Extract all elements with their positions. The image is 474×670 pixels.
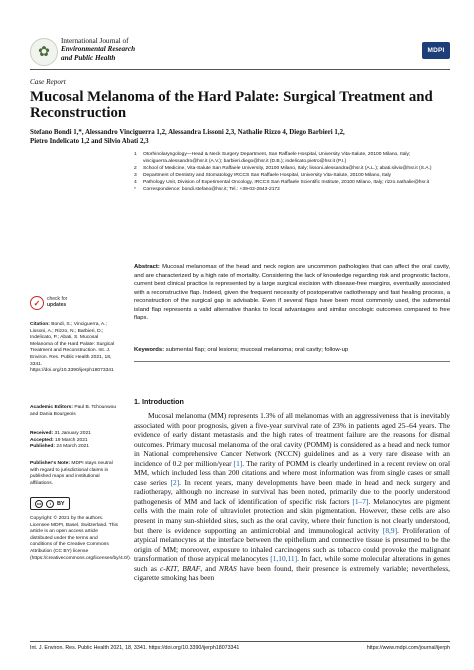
author-list xyxy=(30,128,450,147)
body-text-segment: , xyxy=(177,563,183,573)
journal-name xyxy=(61,37,135,62)
date-published xyxy=(30,444,120,451)
affiliation-text: Correspondence: bondi.stefano@hsr.it; Tel.: +39-02-2643-2172 xyxy=(143,186,280,192)
reference-link[interactable]: [1] xyxy=(233,458,243,468)
publisher-note-label: Publisher's Note: xyxy=(30,461,71,466)
publication-dates xyxy=(30,431,120,451)
body-text-segment: . In fact, while some molecular alterations in genes such as xyxy=(134,554,450,573)
author-line-1: Stefano Bondi 1,*, Alessandro Vinciguerra 1,2, Alessandra Lissoni 2,3, Nathalie Rizzo 4, Diego Barbieri 1,2, xyxy=(30,129,345,136)
body-text-segment: . In recent years, many developments have been made in head and neck surgery and radiotherapy, although no increase in survival has been noted, primarily due to the poorly understood pathogenesis of MM and lack of identification of specific risk factors xyxy=(134,477,450,506)
body-text-segment: have been found, their presence is extremely variable; nevertheless, cigarette smoking has been xyxy=(134,563,450,583)
affiliation xyxy=(134,173,450,180)
check-updates-line1: check for xyxy=(47,296,68,303)
journal-name-line1: International Journal of xyxy=(61,37,129,45)
affiliation xyxy=(134,180,450,187)
gene-name: c-KIT xyxy=(159,563,178,573)
journal-name-line2: Environmental Research xyxy=(61,45,136,54)
section-heading: 1. Introduction xyxy=(134,397,184,406)
affiliation-text: Pathology Unit, Division of Experimental Oncology, IRCCS San Raffaele Scientific Institute, 20100 Milano, Italy; rizzo.nathalie@hsr.it xyxy=(143,179,430,185)
abstract-text: Mucosal melanomas of the head and neck region are uncommon pathologies that can affect the oral cavity, and are characterized by a high rate of mortality. Considering the lack of knowledge regarding risk and prognostic factors, current best clinical practice is represented by a large surgical excision with disease-free margins, eventually associated with a reconstructive flap. Indeed, given the frequent necessity of postoperative radiotherapy and fast healing process, a reconstruction of the surgical gap is advisable. Even if several flaps have been most commonly used, the submental island flap represents a valid alternative thanks to local advantages and similar oncologic outcomes compared to free flaps. xyxy=(134,264,450,321)
check-updates-line2: updates xyxy=(47,302,67,308)
check-for-updates-button[interactable] xyxy=(30,296,67,310)
affiliation-number: 4 xyxy=(134,179,137,185)
academic-editors xyxy=(30,405,120,418)
date-value: 24 March 2021 xyxy=(56,444,89,450)
copyright-notice xyxy=(30,516,132,562)
affiliation-text: Department of Dentistry and Stomatology IRCCS San Raffaele Hospital, University Vita-Salute, 20100 Milano, Italy xyxy=(143,172,392,178)
footer-journal-link[interactable]: https://www.mdpi.com/journal/ijerph xyxy=(366,645,450,651)
header-divider xyxy=(30,69,450,70)
reference-link[interactable]: [8,9] xyxy=(382,525,398,535)
article-type: Case Report xyxy=(30,78,66,86)
affiliation-number: 2 xyxy=(134,165,137,171)
reference-link[interactable]: [2] xyxy=(170,477,180,487)
keywords-text: submental flap; oral lesions; mucosal melanoma; oral cavity; follow-up xyxy=(165,347,349,353)
affiliation xyxy=(134,187,450,194)
keywords-label: Keywords: xyxy=(134,347,165,353)
article-title: Mucosal Melanoma of the Hard Palate: Surgical Treatment and Reconstruction xyxy=(30,89,433,121)
date-label: Accepted: xyxy=(30,437,54,443)
date-value: 19 March 2021 xyxy=(55,437,88,443)
footer-divider xyxy=(30,641,450,642)
attribution-icon: i xyxy=(46,500,54,508)
creative-commons-icon: cc xyxy=(37,501,42,506)
cc-badge-label: BY xyxy=(56,500,65,507)
publisher-note-text: MDPI stays neutral with regard to jurisdictional claims in published maps and institutional affiliations. xyxy=(30,461,113,486)
affiliation-number: 1 xyxy=(134,152,137,157)
date-label: Received: xyxy=(30,431,54,436)
body-text-segment: . Melanocytes are pigment cells with the main role of ultraviolet protection and skin pigmentation. However, these cells are also present in many sun-shielded sites, such as the oral cavity, where their function is not clearly understood, but there is evidence supporting an antimicrobial and immunological activity xyxy=(134,496,450,535)
affiliations xyxy=(134,152,450,193)
editors-label: Academic Editors: xyxy=(30,405,73,410)
affiliation-number: * xyxy=(134,186,136,192)
introduction-paragraph xyxy=(134,411,450,583)
gene-name: NRAS xyxy=(219,563,237,573)
check-icon: ✓ xyxy=(30,296,44,310)
body-text-segment: , and xyxy=(200,563,220,573)
citation-text: Bondi, S.; Vinciguerra, A.; Lissoni, A.; Rizzo, N.; Barbieri, D.; Indelicato, P.; Abati, S. Mucosal Melanoma of the Hard Palate: Surgical Treatment and Reconstruction. Int. J. Environ. Res. Public Health 2021, 18, 3341. https://doi.org/10.3390/ijerph18073341 xyxy=(30,322,115,374)
affiliation-text: Otorhinolaryngology—Head & Neck Surgery Department, San Raffaele Hospital, University Vita-Salute, 20100 Milano, Italy; vinciguerra.alessandro@hsr.it (A.V.); barbieri.diego@hsr.it (D.B.); indelicato.pietro@hsr.it (P.I.) xyxy=(143,152,411,164)
publisher-logo: MDPI xyxy=(422,42,450,59)
abstract-label: Abstract: xyxy=(134,264,160,270)
body-text-segment: Mucosal melanoma (MM) represents 1.3% of all melanomas with an aggressiveness that is inevitably associated with poor prognosis, given a five-year survival rate of 23% in patients aged 25–64 years. The evidence of early distant metastasis and the high rates of treatment failure are the reasons for dismal outcomes. Primary mucosal melanoma of the oral cavity (POMM) is considered as a head and neck tumor in National comprehensive Cancer Network (NCCN) guidelines and as a very rare disease with an incidence of 0.2 per million/year xyxy=(134,411,450,468)
body-text-segment: . The rarity of POMM is clearly underlined in a recent review on oral MM, which included less than 200 citations and where most information was from single cases or small case series xyxy=(134,458,450,487)
citation xyxy=(30,322,120,375)
keywords xyxy=(134,346,450,355)
footer-citation: Int. J. Environ. Res. Public Health 2021, 18, 3341. https://doi.org/10.3390/ijerph18073341 xyxy=(30,645,240,651)
body-text-segment: . Proliferation of atypical melanocytes at the interface between the epithelium and connective tissue is presumed to be the origin of MM; moreover, exposure to inhaled carcinogens such as tobacco could provoke the malignant transformation of those atypical melanocytes xyxy=(134,525,450,564)
publisher-note xyxy=(30,461,120,487)
affiliation-text: School of Medicine, Vita-Salute San Raffaele University, 20100 Milano, Italy; lissoni.alessandra@hsr.it (A.L.); abati.silvio@hsr.it (S.A.) xyxy=(143,165,432,171)
date-value: 31 January 2021 xyxy=(54,431,91,436)
check-for-updates-label xyxy=(47,297,67,309)
editors-text: Paul B. Tchounwou and Dania Bourgeois xyxy=(30,405,117,417)
journal-name-line3: and Public Health xyxy=(61,53,116,62)
affiliation xyxy=(134,166,450,173)
keywords-divider xyxy=(134,361,450,362)
author-line-2: Pietro Indelicato 1,2 and Silvio Abati 2,3 xyxy=(30,138,149,146)
reference-link[interactable]: [1–7] xyxy=(352,496,369,506)
abstract xyxy=(134,263,450,323)
date-received xyxy=(30,431,120,438)
affiliation-number: 3 xyxy=(134,172,137,178)
date-label: Published: xyxy=(30,444,55,450)
cc-by-license-badge[interactable] xyxy=(30,497,70,510)
reference-link[interactable]: [1,10,11] xyxy=(270,554,298,564)
journal-logo-icon: ✿ xyxy=(30,38,58,66)
citation-label: Citation: xyxy=(30,322,50,327)
gene-name: BRAF xyxy=(182,563,201,573)
affiliation xyxy=(134,152,450,166)
copyright-text: Copyright: © 2021 by the authors. Licensee MDPI, Basel, Switzerland. This article is an open access article distributed under the terms and conditions of the Creative Commons Attribution (CC BY) license (https://creativecommons.org/licenses/by/4.0/). xyxy=(30,516,132,561)
